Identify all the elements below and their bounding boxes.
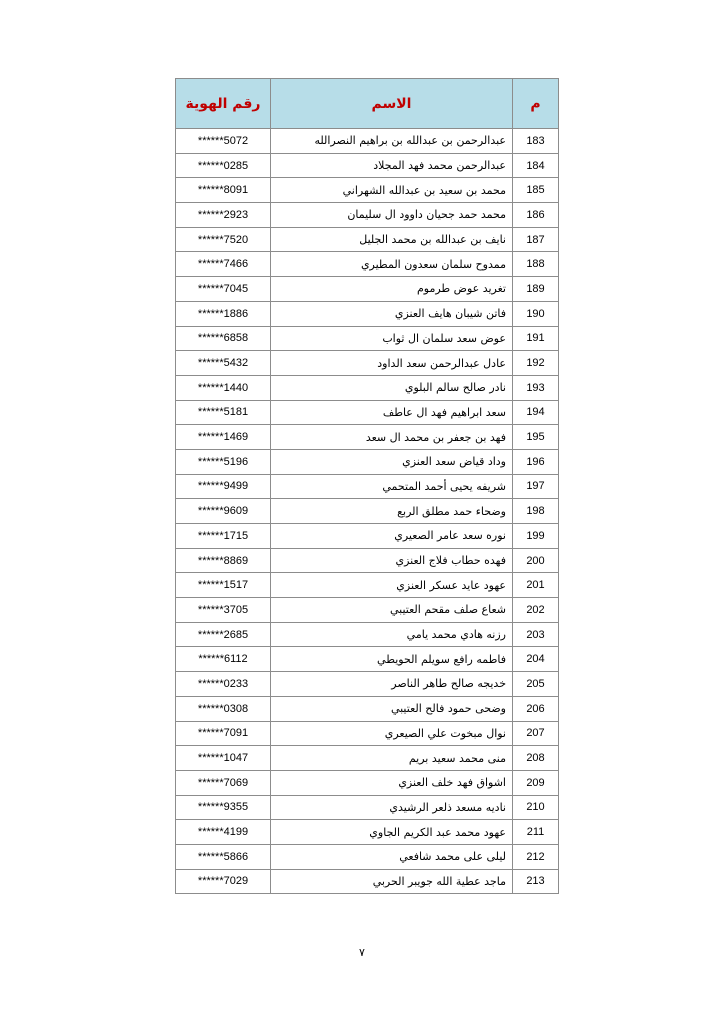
row-id-number: ******9355 (176, 795, 271, 820)
row-number: 205 (513, 672, 559, 697)
row-number: 206 (513, 696, 559, 721)
row-name: محمد حمد جحيان داوود ال سليمان (271, 203, 513, 228)
row-id-number: ******6858 (176, 326, 271, 351)
table-row (176, 227, 559, 252)
table-row (176, 820, 559, 845)
table-row (176, 869, 559, 894)
row-name: شريفه يحيى أحمد المتحمي (271, 474, 513, 499)
row-id-number: ******8869 (176, 548, 271, 573)
table-row (176, 351, 559, 376)
row-number: 208 (513, 746, 559, 771)
table-row (176, 524, 559, 549)
row-id-number: ******9499 (176, 474, 271, 499)
row-id-number: ******2685 (176, 622, 271, 647)
table-row (176, 573, 559, 598)
row-id-number: ******1886 (176, 301, 271, 326)
row-id-number: ******1047 (176, 746, 271, 771)
row-id-number: ******7045 (176, 277, 271, 302)
row-number: 189 (513, 277, 559, 302)
row-number: 195 (513, 425, 559, 450)
row-name: تغريد عوض طرموم (271, 277, 513, 302)
row-name: محمد بن سعيد بن عبدالله الشهراني (271, 178, 513, 203)
table-row (176, 499, 559, 524)
row-name: وداد قياض سعد العنزي (271, 449, 513, 474)
row-id-number: ******0285 (176, 153, 271, 178)
row-id-number: ******1517 (176, 573, 271, 598)
row-id-number: ******9609 (176, 499, 271, 524)
header-name: الاسم (271, 79, 513, 129)
row-number: 196 (513, 449, 559, 474)
row-number: 200 (513, 548, 559, 573)
table-header (176, 79, 559, 129)
table-row (176, 795, 559, 820)
row-number: 194 (513, 400, 559, 425)
row-number: 203 (513, 622, 559, 647)
header-id-number: رقم الهوية (176, 79, 271, 129)
row-name: رزنه هادي محمد يامي (271, 622, 513, 647)
table-row (176, 252, 559, 277)
row-number: 204 (513, 647, 559, 672)
row-id-number: ******7029 (176, 869, 271, 894)
table-row (176, 622, 559, 647)
table-row (176, 129, 559, 154)
table-row (176, 178, 559, 203)
table-row (176, 153, 559, 178)
row-number: 185 (513, 178, 559, 203)
row-name: عوض سعد سلمان ال ثواب (271, 326, 513, 351)
row-id-number: ******3705 (176, 598, 271, 623)
row-number: 202 (513, 598, 559, 623)
table-row (176, 721, 559, 746)
row-id-number: ******5072 (176, 129, 271, 154)
table-row (176, 425, 559, 450)
row-name: شعاع صلف مقحم العتيبي (271, 598, 513, 623)
table-header-row (176, 79, 559, 129)
table-row (176, 672, 559, 697)
row-id-number: ******1440 (176, 375, 271, 400)
row-id-number: ******6112 (176, 647, 271, 672)
row-name: نادر صالح سالم البلوي (271, 375, 513, 400)
row-number: 199 (513, 524, 559, 549)
row-number: 213 (513, 869, 559, 894)
row-number: 187 (513, 227, 559, 252)
row-number: 198 (513, 499, 559, 524)
table-row (176, 746, 559, 771)
page-number: ٧ (359, 946, 365, 959)
row-name: عهود عايد عسكر العنزي (271, 573, 513, 598)
row-name: فهد بن جعفر بن محمد ال سعد (271, 425, 513, 450)
row-name: عهود محمد عبد الكريم الجاوي (271, 820, 513, 845)
row-number: 192 (513, 351, 559, 376)
row-number: 197 (513, 474, 559, 499)
table-row (176, 400, 559, 425)
row-number: 211 (513, 820, 559, 845)
table-row (176, 203, 559, 228)
row-name: اشواق فهد خلف العنزي (271, 770, 513, 795)
table-row (176, 548, 559, 573)
row-name: ماجد عطية الله جويبر الحربي (271, 869, 513, 894)
row-name: سعد ابراهيم فهد ال عاطف (271, 400, 513, 425)
table-row (176, 449, 559, 474)
row-number: 212 (513, 844, 559, 869)
row-id-number: ******7069 (176, 770, 271, 795)
row-number: 188 (513, 252, 559, 277)
row-number: 210 (513, 795, 559, 820)
names-table (175, 78, 559, 894)
table-row (176, 277, 559, 302)
row-name: نايف بن عبدالله بن محمد الجليل (271, 227, 513, 252)
row-id-number: ******0308 (176, 696, 271, 721)
row-number: 184 (513, 153, 559, 178)
row-id-number: ******7466 (176, 252, 271, 277)
row-number: 186 (513, 203, 559, 228)
row-number: 201 (513, 573, 559, 598)
table-body (176, 129, 559, 894)
row-id-number: ******8091 (176, 178, 271, 203)
table-row (176, 326, 559, 351)
row-name: ليلى على محمد شافعي (271, 844, 513, 869)
row-id-number: ******5866 (176, 844, 271, 869)
table-row (176, 375, 559, 400)
row-id-number: ******5181 (176, 400, 271, 425)
row-number: 193 (513, 375, 559, 400)
row-id-number: ******7091 (176, 721, 271, 746)
row-name: ممدوح سلمان سعدون المطيري (271, 252, 513, 277)
row-name: ناديه مسعد ذلعر الرشيدي (271, 795, 513, 820)
row-name: وضحاء حمد مطلق الربع (271, 499, 513, 524)
row-name: فهده حطاب فلاج العنزي (271, 548, 513, 573)
row-id-number: ******5196 (176, 449, 271, 474)
table-row (176, 301, 559, 326)
row-name: فاتن شيبان هايف العنزي (271, 301, 513, 326)
row-name: خديجه صالح طاهر الناصر (271, 672, 513, 697)
row-name: عبدالرحمن محمد فهد المجلاد (271, 153, 513, 178)
row-id-number: ******5432 (176, 351, 271, 376)
table-row (176, 598, 559, 623)
row-name: منى محمد سعيد بريم (271, 746, 513, 771)
row-number: 190 (513, 301, 559, 326)
row-name: نوره سعد عامر الصعيري (271, 524, 513, 549)
row-number: 207 (513, 721, 559, 746)
row-id-number: ******4199 (176, 820, 271, 845)
row-number: 183 (513, 129, 559, 154)
row-number: 209 (513, 770, 559, 795)
table-row (176, 844, 559, 869)
row-id-number: ******0233 (176, 672, 271, 697)
row-name: عادل عبدالرحمن سعد الداود (271, 351, 513, 376)
table-row (176, 770, 559, 795)
row-name: فاطمه رافع سويلم الحويطي (271, 647, 513, 672)
table-row (176, 474, 559, 499)
row-name: وضحى حمود فالح العتيبي (271, 696, 513, 721)
row-id-number: ******7520 (176, 227, 271, 252)
table-row (176, 647, 559, 672)
row-name: عبدالرحمن بن عبدالله بن براهيم النصرالله (271, 129, 513, 154)
row-number: 191 (513, 326, 559, 351)
row-id-number: ******1715 (176, 524, 271, 549)
row-name: نوال مبخوت علي الصيعري (271, 721, 513, 746)
row-id-number: ******2923 (176, 203, 271, 228)
row-id-number: ******1469 (176, 425, 271, 450)
header-number: م (513, 79, 559, 129)
table-row (176, 696, 559, 721)
